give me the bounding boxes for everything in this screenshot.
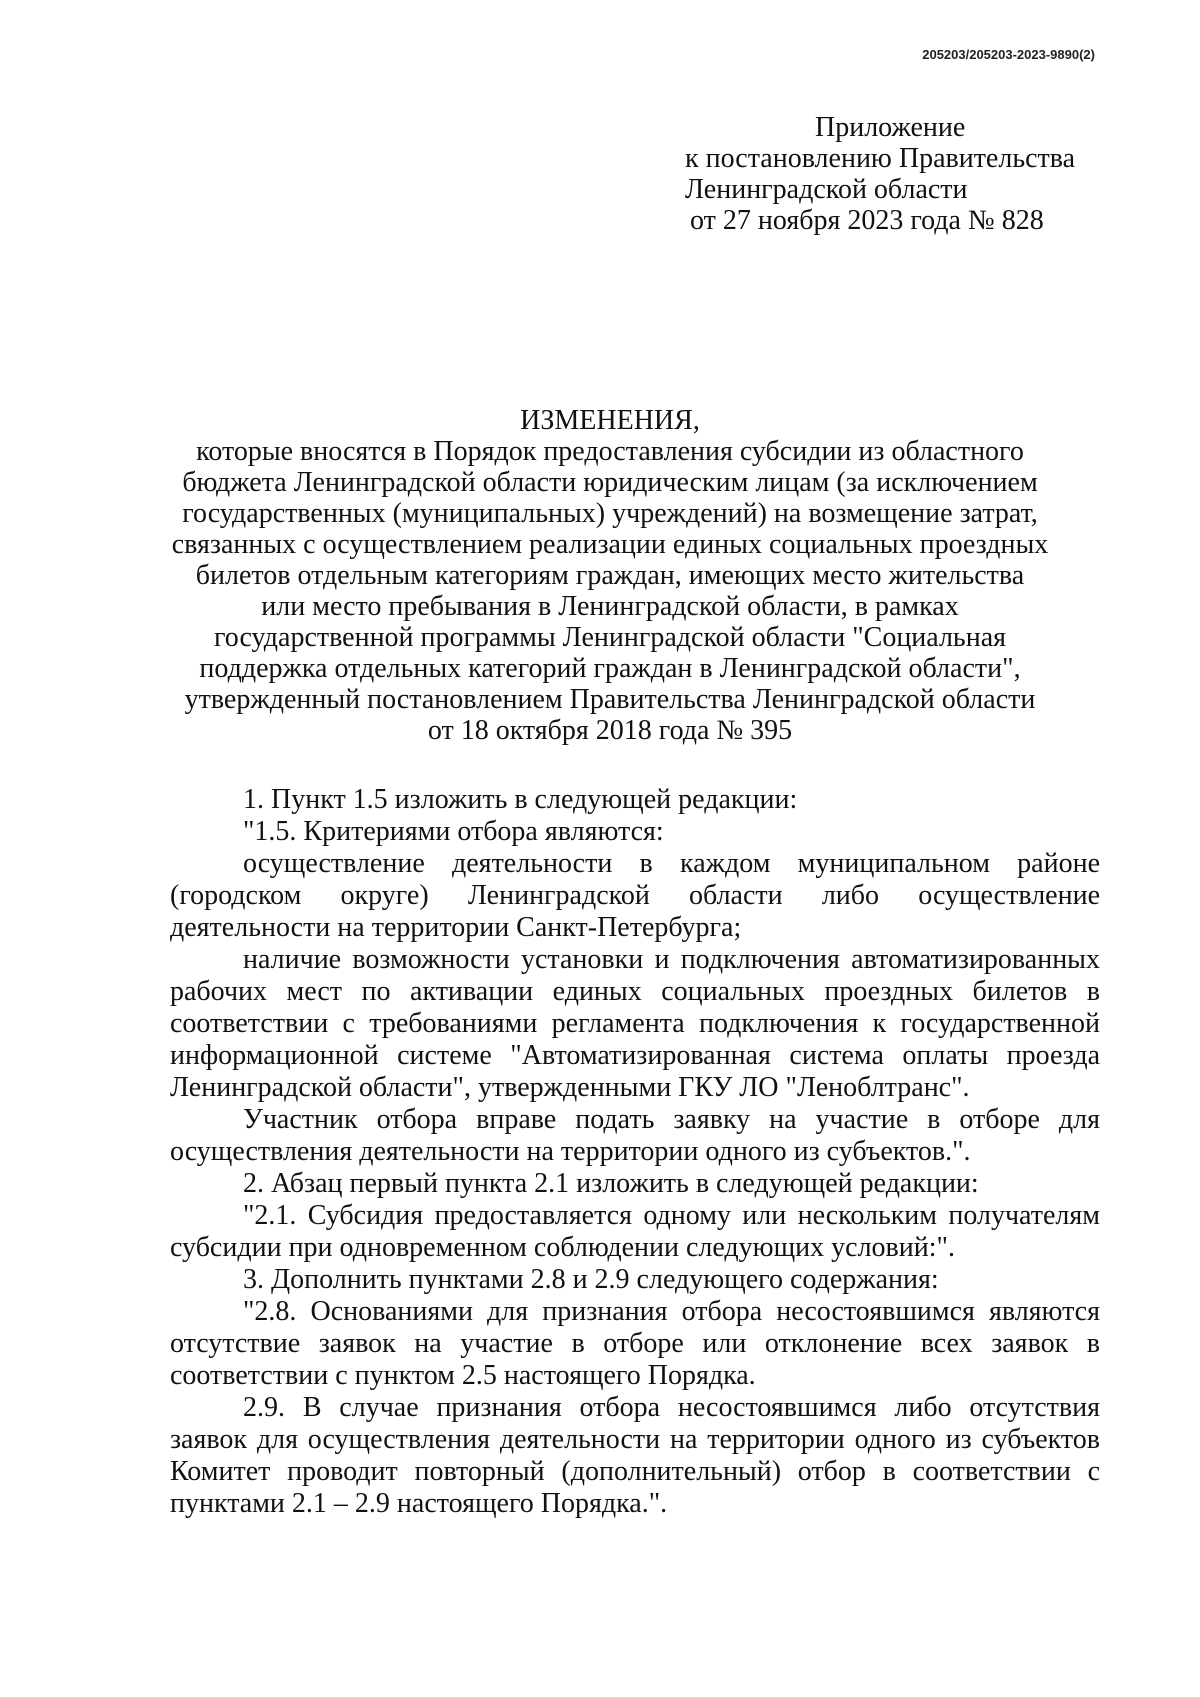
body-paragraph: "2.8. Основаниями для признания отбора несостоявшимся являются отсутствие заявок на участие в отборе или отклонение всех заявок в соответствии с пунктом 2.5 настоящего Порядка. [170, 1296, 1100, 1391]
appendix-line: к постановлению Правительства [685, 143, 1076, 174]
title-line: государственных (муниципальных) учреждений) на возмещение затрат, [182, 498, 1038, 529]
document-body [170, 784, 1100, 1520]
body-paragraph: 3. Дополнить пунктами 2.8 и 2.9 следующего содержания: [243, 1264, 939, 1295]
title-line: связанных с осуществлением реализации единых социальных проездных [171, 529, 1049, 560]
title-line: поддержка отдельных категорий граждан в Ленинградской области", [199, 653, 1021, 684]
body-paragraph: Участник отбора вправе подать заявку на участие в отборе для осуществления деятельности на территории одного из субъектов.". [170, 1104, 1100, 1167]
body-paragraph: 2. Абзац первый пункта 2.1 изложить в следующей редакции: [243, 1168, 979, 1199]
body-paragraph: 1. Пункт 1.5 изложить в следующей редакции: [243, 784, 798, 815]
document-id: 205203/205203-2023-9890(2) [922, 47, 1095, 62]
title-line: государственной программы Ленинградской области "Социальная [213, 622, 1006, 653]
appendix-header [685, 112, 1105, 236]
body-paragraph: "1.5. Критериями отбора являются: [243, 816, 664, 847]
appendix-line: от 27 ноября 2023 года № 828 [690, 205, 1044, 236]
body-paragraph: "2.1. Субсидия предоставляется одному или нескольким получателям субсидии при одновременном соблюдении следующих условий:". [170, 1200, 1100, 1263]
title-line: билетов отдельным категориям граждан, имеющих место жительства [195, 560, 1025, 591]
title-line: бюджета Ленинградской области юридическим лицам (за исключением [182, 467, 1038, 498]
title-line: от 18 октября 2018 года № 395 [427, 715, 793, 746]
body-paragraph: наличие возможности установки и подключения автоматизированных рабочих мест по активации единых социальных проездных билетов в соответствии с требованиями регламента подключения к государственной информационной системе "Автоматизированная система оплаты проезда Ленинградской области", утвержденными ГКУ ЛО "Леноблтранс". [170, 944, 1100, 1103]
body-paragraph: осуществление деятельности в каждом муниципальном районе (городском округе) Ленинградской области либо осуществление деятельности на территории Санкт-Петербурга; [170, 848, 1100, 943]
title-line: утвержденный постановлением Правительства Ленинградской области [184, 684, 1036, 715]
title-line: которые вносятся в Порядок предоставления субсидии из областного [196, 436, 1024, 467]
title-line: ИЗМЕНЕНИЯ, [520, 405, 700, 436]
title-line: или место пребывания в Ленинградской области, в рамках [261, 591, 959, 622]
body-paragraph: 2.9. В случае признания отбора несостоявшимся либо отсутствия заявок для осуществления деятельности на территории одного из субъектов Комитет проводит повторный (дополнительный) отбор в соответствии с пунктами 2.1 – 2.9 настоящего Порядка.". [170, 1392, 1100, 1519]
appendix-line: Приложение [815, 112, 966, 143]
document-title [110, 405, 1110, 746]
appendix-line: Ленинградской области [685, 174, 968, 205]
